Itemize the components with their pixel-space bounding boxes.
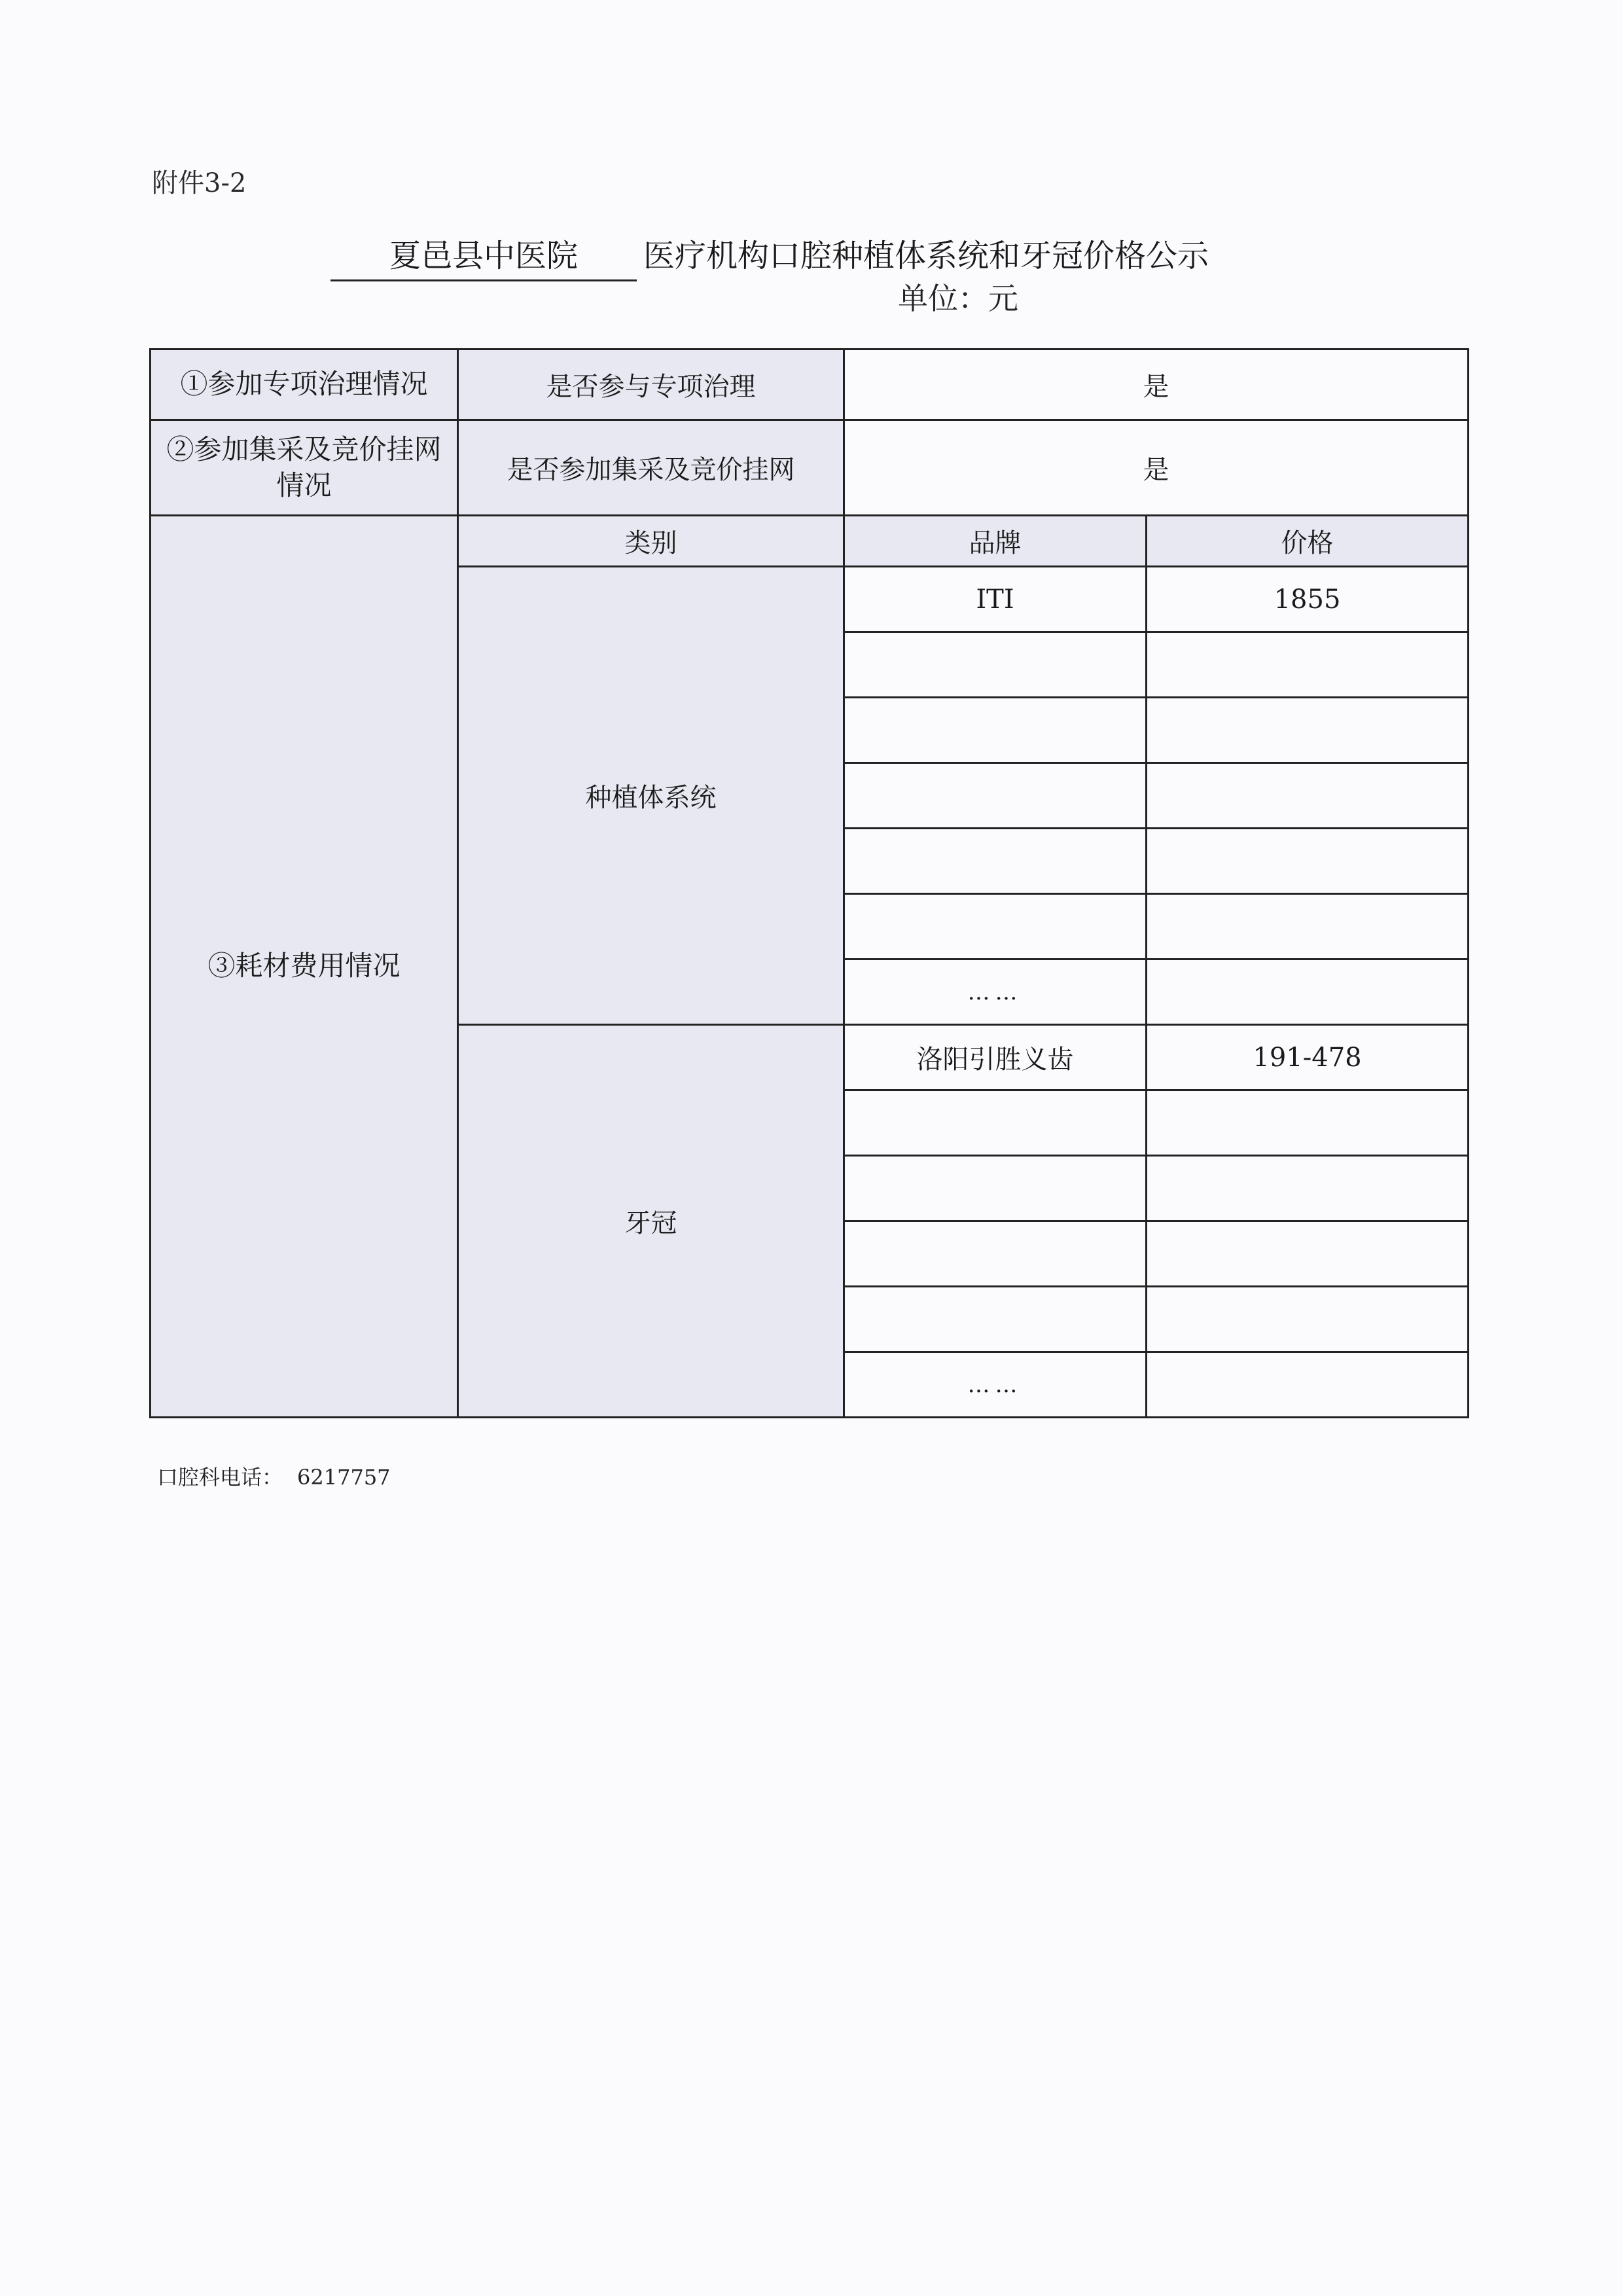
price-cell: 191-478	[1147, 1025, 1469, 1090]
table-row	[151, 420, 1469, 516]
section-1-answer: 是	[844, 350, 1469, 420]
section-2-answer: 是	[844, 420, 1469, 516]
price-cell	[1147, 960, 1469, 1025]
price-cell	[1147, 632, 1469, 698]
phone-label: 口腔科电话：	[157, 1465, 283, 1490]
implant-category: 种植体系统	[458, 567, 844, 1025]
phone-number: 6217757	[297, 1465, 391, 1490]
price-cell	[1147, 894, 1469, 960]
brand-cell	[844, 894, 1147, 960]
price-cell	[1147, 763, 1469, 829]
price-cell	[1147, 1221, 1469, 1287]
table-row	[151, 350, 1469, 420]
crown-category: 牙冠	[458, 1025, 844, 1418]
attachment-label: 附件3-2	[152, 168, 247, 198]
header-category: 类别	[458, 516, 844, 567]
section-2-title-line2: 情况	[276, 469, 332, 501]
brand-cell	[844, 763, 1147, 829]
brand-cell	[844, 698, 1147, 763]
brand-cell	[844, 1287, 1147, 1352]
price-table	[149, 348, 1469, 1418]
section-2-title	[151, 420, 458, 516]
header-brand: 品牌	[844, 516, 1147, 567]
section-1-question: 是否参与专项治理	[458, 350, 844, 420]
brand-cell	[844, 1090, 1147, 1156]
section-2-title-line1: ②参加集采及竞价挂网	[166, 433, 442, 465]
section-1-title: ①参加专项治理情况	[151, 350, 458, 420]
table-header-row	[151, 516, 1469, 567]
brand-cell: ……	[844, 1352, 1147, 1418]
price-cell	[1147, 1090, 1469, 1156]
section-3-title: ③耗材费用情况	[151, 516, 458, 1418]
price-cell	[1147, 698, 1469, 763]
brand-cell: ……	[844, 960, 1147, 1025]
hospital-name: 夏邑县中医院	[330, 230, 637, 281]
price-cell	[1147, 829, 1469, 894]
unit-label: 单位：元	[898, 281, 1018, 316]
header-price: 价格	[1147, 516, 1469, 567]
section-2-question: 是否参加集采及竞价挂网	[458, 420, 844, 516]
price-cell	[1147, 1287, 1469, 1352]
brand-cell: 洛阳引胜义齿	[844, 1025, 1147, 1090]
brand-cell	[844, 829, 1147, 894]
price-cell	[1147, 1352, 1469, 1418]
phone-note	[157, 1461, 391, 1491]
title-text: 医疗机构口腔种植体系统和牙冠价格公示	[643, 238, 1209, 274]
price-cell	[1147, 1156, 1469, 1221]
price-cell: 1855	[1147, 567, 1469, 632]
brand-cell	[844, 632, 1147, 698]
brand-cell	[844, 1221, 1147, 1287]
brand-cell: ITI	[844, 567, 1147, 632]
brand-cell	[844, 1156, 1147, 1221]
page-title	[330, 230, 1378, 276]
